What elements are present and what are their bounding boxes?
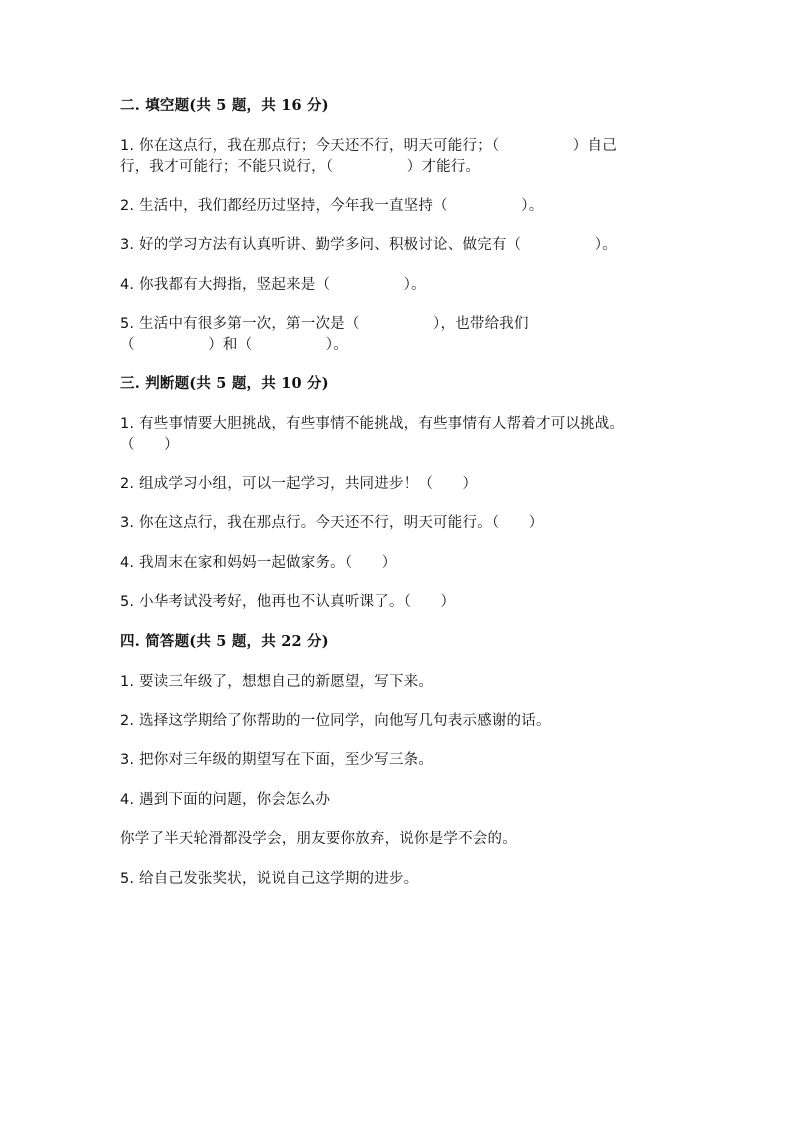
true-false-question-3: 3. 你在这点行，我在那点行。今天还不行，明天可能行。（ ） [120,515,544,531]
fill-in-question-5-line-2: （ ）和（ ）。 [120,337,348,353]
fill-in-question-1-line-2: 行，我才可能行；不能只说行，（ ）才能行。 [120,159,481,175]
true-false-question-4: 4. 我周末在家和妈妈一起做家务。（ ） [120,555,397,571]
short-answer-question-2: 2. 选择这学期给了你帮助的一位同学，向他写几句表示感谢的话。 [120,713,551,729]
fill-in-question-1-line-1: 1. 你在这点行，我在那点行；今天还不行，明天可能行；（ ）自己 [120,138,617,154]
fill-in-question-3: 3. 好的学习方法有认真听讲、勤学多问、积极讨论、做完有（ ）。 [120,237,617,253]
true-false-question-2: 2. 组成学习小组，可以一起学习，共同进步！（ ） [120,476,478,492]
true-false-question-5: 5. 小华考试没考好，他再也不认真听课了。（ ） [120,594,456,610]
short-answer-question-3: 3. 把你对三年级的期望写在下面，至少写三条。 [120,752,434,768]
short-answer-question-1: 1. 要读三年级了，想想自己的新愿望，写下来。 [120,674,434,690]
fill-in-question-4: 4. 你我都有大拇指，竖起来是（ ）。 [120,277,426,293]
fill-in-question-5-line-1: 5. 生活中有很多第一次，第一次是（ ），也带给我们 [120,316,529,332]
section-heading-true-false: 三. 判断题(共 5 题，共 10 分) [120,375,329,392]
section-heading-fill-in: 二. 填空题(共 5 题，共 16 分) [120,97,329,114]
short-answer-question-4-detail: 你学了半天轮滑都没学会，朋友要你放弃，说你是学不会的。 [120,831,517,847]
fill-in-question-2: 2. 生活中，我们都经历过坚持，今年我一直坚持（ ）。 [120,198,544,214]
short-answer-question-4: 4. 遇到下面的问题，你会怎么办 [120,792,331,808]
section-heading-short-answer: 四. 简答题(共 5 题，共 22 分) [120,633,329,650]
true-false-question-1-line-1: 1. 有些事情要大胆挑战，有些事情不能挑战，有些事情有人帮着才可以挑战。 [120,416,625,432]
true-false-question-1-line-2: （ ） [120,437,179,453]
short-answer-question-5: 5. 给自己发张奖状，说说自己这学期的进步。 [120,871,419,887]
